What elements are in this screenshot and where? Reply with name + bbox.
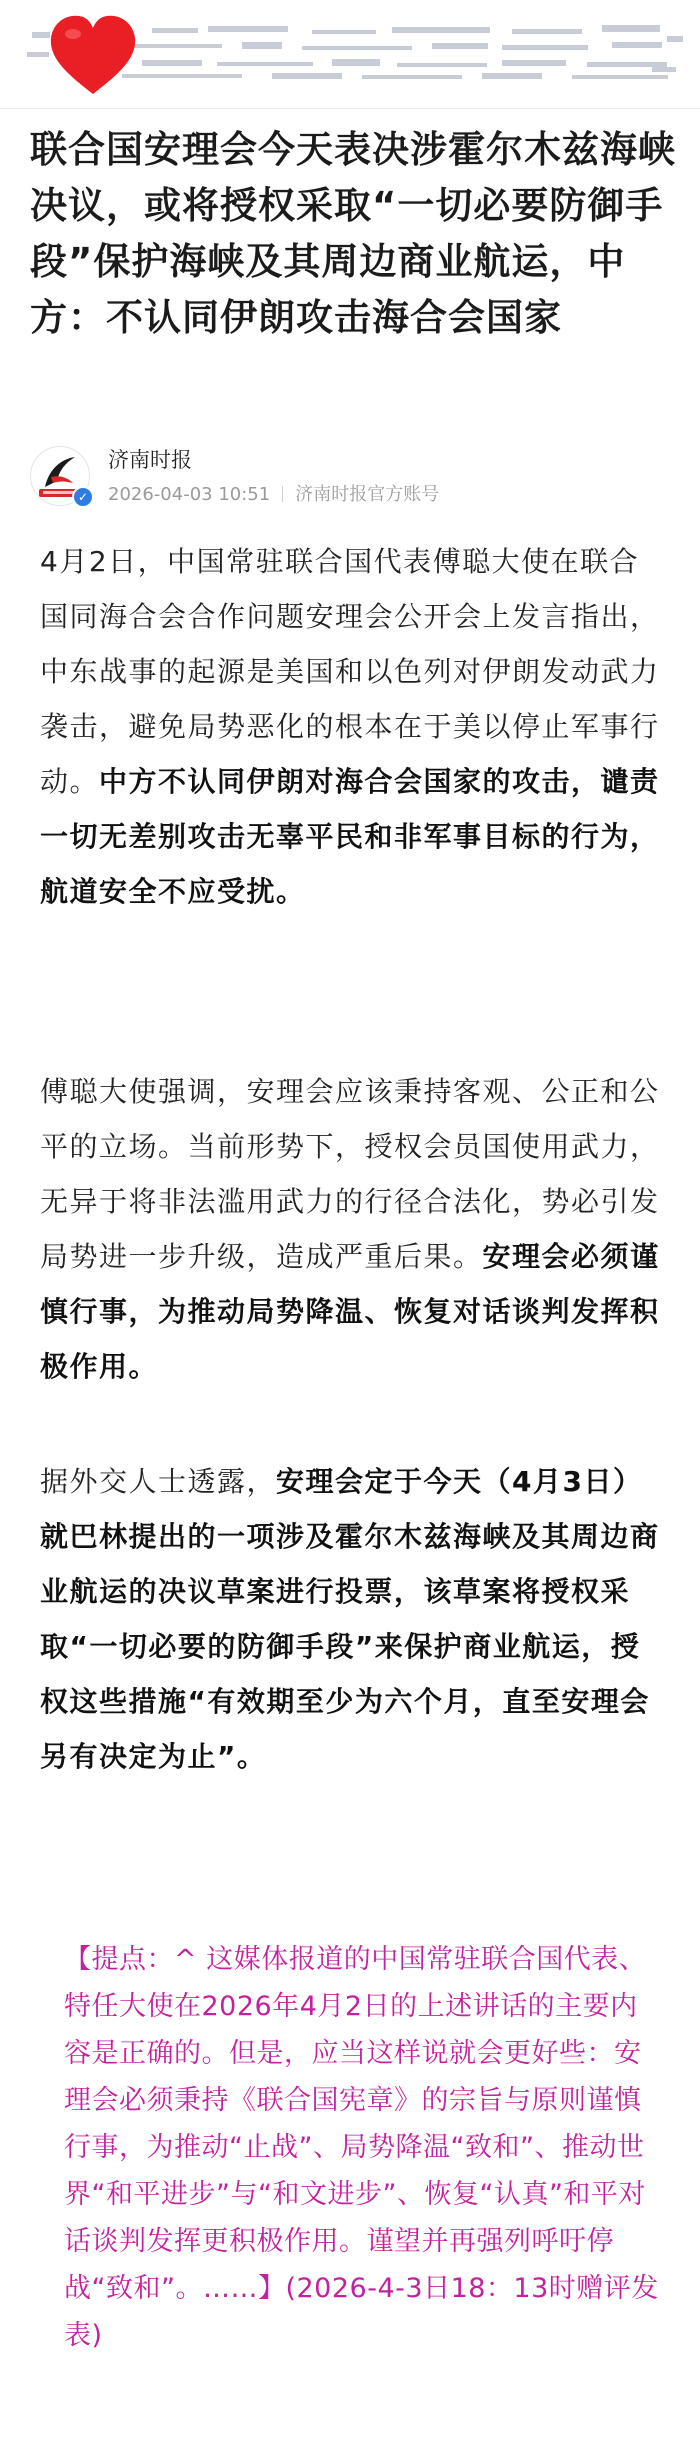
paragraph-emphasis: 安理会必须谨慎行事，为推动局势降温、恢复对话谈判发挥积极作用。 xyxy=(40,1240,660,1383)
paragraph-3 xyxy=(40,1454,665,1784)
comment-note xyxy=(64,1936,664,2359)
top-bar xyxy=(0,0,700,108)
paragraph-text: 4月2日，中国常驻联合国代表傅聪大使在联合国同海合会合作问题安理会公开会上发言指出，中东战事的起源是美国和以色列对伊朗发动武力袭击，避免局势恶化的根本在于美以停止军事行动。 xyxy=(40,545,660,798)
account-label: 济南时报官方账号 xyxy=(295,484,440,505)
meta-separator xyxy=(282,486,283,502)
heart-icon xyxy=(47,12,139,98)
paragraph-text: 据外交人士透露， xyxy=(40,1465,277,1498)
paragraph-2 xyxy=(40,1064,665,1394)
paragraph-1 xyxy=(40,534,665,919)
source-name[interactable]: 济南时报 xyxy=(108,448,192,472)
header-divider xyxy=(0,108,700,109)
article-title: 联合国安理会今天表决涉霍尔木兹海峡决议，或将授权采取“一切必要防御手段”保护海峡及其周边商业航运，中方：不认同伊朗攻击海合会国家 xyxy=(30,128,676,339)
meta-line xyxy=(108,480,439,506)
article-meta xyxy=(30,440,680,510)
paragraph-emphasis: 安理会定于今天（4月3日）就巴林提出的一项涉及霍尔木兹海峡及其周边商业航运的决议草案进行投票，该草案将授权采取“一切必要的防御手段”来保护商业航运，授权这些措施“有效期至少为六个月，直至安理会另有决定为止”。 xyxy=(40,1465,660,1773)
publish-timestamp: 2026-04-03 10:51 xyxy=(108,484,271,505)
paragraph-text: 傅聪大使强调，安理会应该秉持客观、公正和公平的立场。当前形势下，授权会员国使用武力，无异于将非法滥用武力的行径合法化，势必引发局势进一步升级，造成严重后果。 xyxy=(40,1075,660,1273)
paragraph-emphasis: 中方不认同伊朗对海合会国家的攻击，谴责一切无差别攻击无辜平民和非军事目标的行为，航道安全不应受扰。 xyxy=(40,765,660,908)
comment-text: 【提点：^ 这媒体报道的中国常驻联合国代表、特任大使在2026年4月2日的上述讲话的主要内容是正确的。但是，应当这样说就会更好些：安理会必须秉持《联合国宪章》的宗旨与原则谨慎行事，为推动“止战”、局势降温“致和”、推动世界“和平进步”与“和文进步”、恢复“认真”和平对话谈判发挥更积极作用。谨望并再强列呼吁停战“致和”。……】(2026-4-3日18：13时赠评发表) xyxy=(64,1944,659,2351)
verified-check-icon: ✓ xyxy=(72,486,94,508)
